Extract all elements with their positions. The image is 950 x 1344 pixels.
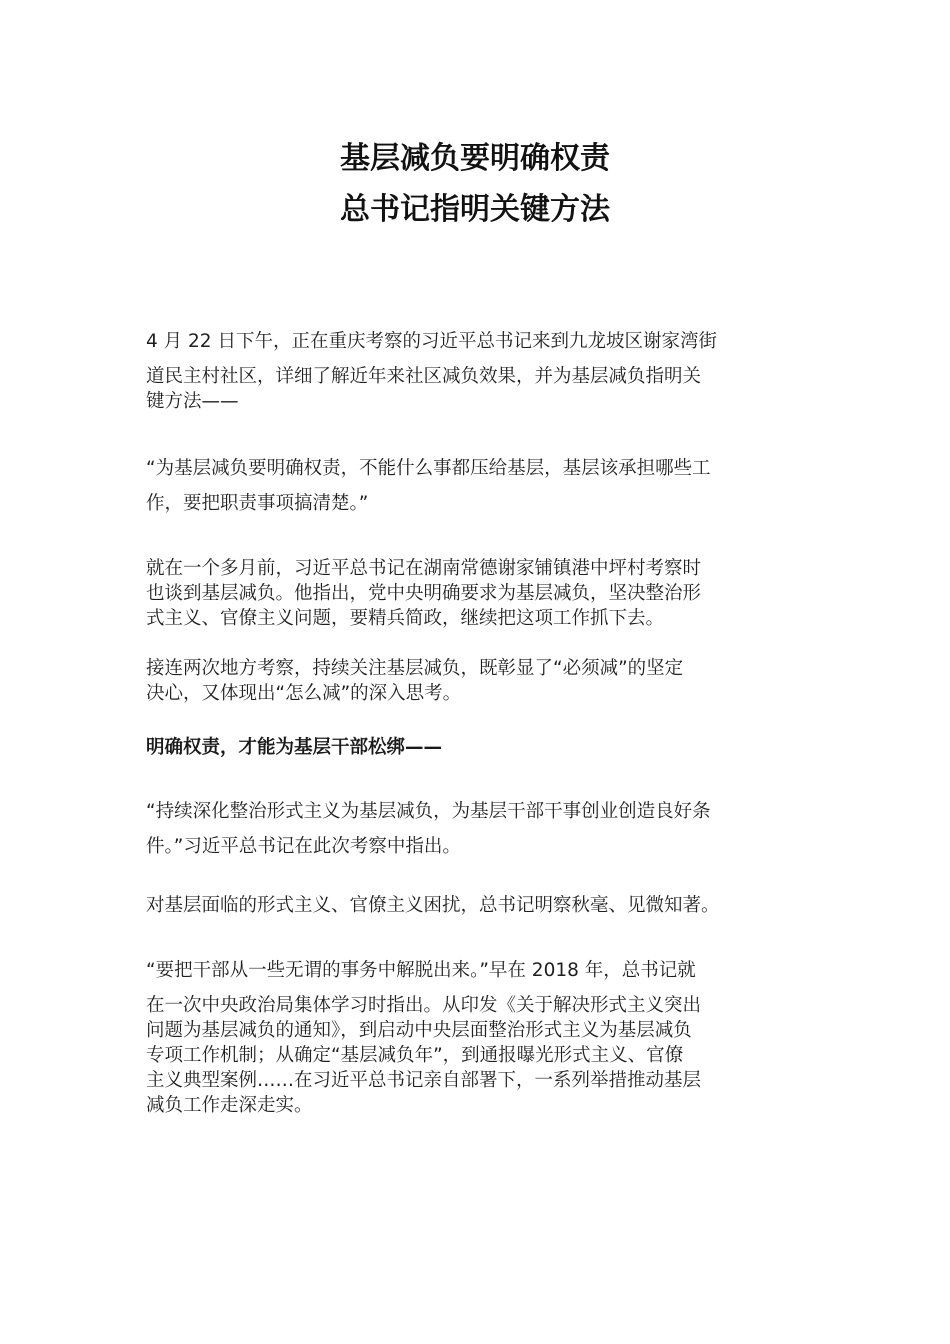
paragraph-line: 对基层面临的形式主义、官僚主义困扰，总书记明察秋毫、见微知著。 [146, 895, 720, 916]
paragraph-history [146, 958, 806, 1118]
paragraph-line: 件。”习近平总书记在此次考察中指出。 [146, 836, 461, 857]
paragraph-line: 道民主村社区，详细了解近年来社区减负效果，并为基层减负指明关 [146, 366, 702, 387]
paragraph-line: 在一次中央政治局集体学习时指出。从印发《关于解决形式主义突出 [146, 995, 702, 1016]
paragraph-line: 减负工作走深走实。 [146, 1095, 313, 1116]
paragraph-line: 问题为基层减负的通知》，到启动中央层面整治形式主义为基层减负 [146, 1020, 692, 1041]
paragraph-line: 就在一个多月前，习近平总书记在湖南常德谢家铺镇港中坪村考察时 [146, 558, 702, 579]
paragraph-line: 决心，又体现出“怎么减”的深入思考。 [146, 683, 462, 704]
paragraph-line: “要把干部从一些无谓的事务中解脱出来。”早在 2018 年，总书记就 [146, 960, 696, 981]
paragraph-quote-2 [146, 799, 806, 859]
paragraph-line: 式主义、官僚主义问题，要精兵简政，继续把这项工作抓下去。 [146, 608, 665, 629]
paragraph-line: 键方法—— [146, 391, 239, 412]
title-line-1: 基层减负要明确权责 [340, 141, 610, 176]
paragraph-line: 作，要把职责事项搞清楚。” [146, 493, 369, 514]
title-line-2: 总书记指明关键方法 [340, 192, 610, 227]
paragraph-line: “为基层减负要明确权责，不能什么事都压给基层，基层该承担哪些工 [146, 458, 711, 479]
paragraph-line: 也谈到基层减负。他指出，党中央明确要求为基层减负，坚决整治形 [146, 583, 702, 604]
paragraph-background [146, 556, 806, 631]
paragraph-line: “持续深化整治形式主义为基层减负，为基层干部干事创业创造良好条 [146, 801, 711, 822]
paragraph-line: 专项工作机制；从确定“基层减负年”，到通报曝光形式主义、官僚 [146, 1045, 684, 1066]
paragraph-line: 主义典型案例……在习近平总书记亲自部署下，一系列举措推动基层 [146, 1070, 702, 1091]
paragraph-line: 4 月 22 日下午，正在重庆考察的习近平总书记来到九龙坡区谢家湾街 [146, 331, 717, 352]
paragraph-summary [146, 656, 806, 706]
paragraph-line: 接连两次地方考察，持续关注基层减负，既彰显了“必须减”的坚定 [146, 658, 684, 679]
paragraph-intro [146, 329, 806, 414]
paragraph-observation [146, 893, 806, 918]
section-subheading: 明确权责，才能为基层干部松绑—— [146, 737, 443, 758]
paragraph-quote-1 [146, 456, 806, 516]
